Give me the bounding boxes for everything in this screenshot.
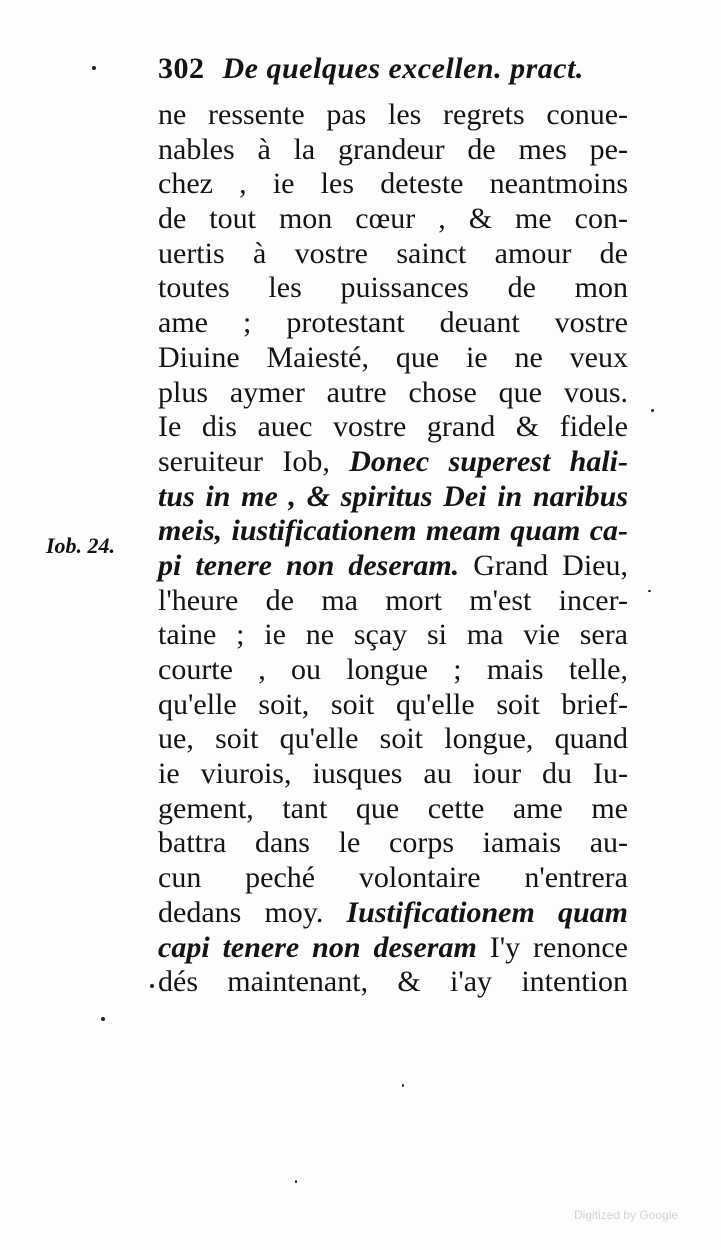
text-line: courte , ou longue ; mais telle,	[158, 653, 628, 686]
latin-quote: meis, iustificationem meam quam ca-	[158, 514, 628, 548]
scan-speck	[651, 409, 654, 412]
text-line: pi tenere non deseram. Grand Dieu,	[158, 548, 628, 582]
text-line: chez , ie les deteste neantmoins	[158, 167, 628, 201]
scan-speck	[402, 1084, 404, 1087]
text-line	[158, 514, 628, 549]
text-line: ame ; protestant deuant vostre	[158, 306, 628, 340]
text-line: gement, tant que cette ame me	[158, 791, 628, 825]
text-line: toutes les puissances de mon	[158, 271, 628, 305]
latin-quote: Iustificationem quam	[346, 895, 628, 929]
text-line: nables à la grandeur de mes pe-	[158, 132, 628, 166]
running-head	[158, 52, 584, 86]
scan-speck	[101, 1017, 105, 1021]
text-line: cun peché volontaire n'entrera	[158, 861, 628, 895]
text-line: ue, soit qu'elle soit longue, quand	[158, 722, 628, 756]
margin-note: Iob. 24.	[46, 533, 116, 558]
scan-speck	[648, 590, 651, 592]
text-line: plus aymer autre chose que vous.	[158, 375, 628, 409]
scan-speck	[150, 984, 154, 988]
running-title: De quelques excellen. pract.	[222, 52, 584, 85]
text-line: uertis à vostre sainct amour de	[158, 236, 628, 270]
scan-speck	[295, 1180, 297, 1183]
latin-quote: pi tenere non deseram.	[158, 548, 460, 582]
text-line	[158, 480, 628, 515]
text-line: taine ; ie ne sçay si ma vie sera	[158, 618, 628, 652]
text-line: Diuine Maiesté, que ie ne veux	[158, 340, 628, 374]
text-line: ie viurois, iusques au iour du Iu-	[158, 757, 628, 791]
page-number: 302	[158, 52, 205, 85]
text-line: dedans moy. Iustificationem quam	[158, 895, 628, 929]
body-text	[158, 98, 628, 1000]
text-line: dés maintenant, & i'ay intention	[158, 965, 628, 999]
text-line: de tout mon cœur , & me con-	[158, 202, 628, 236]
scan-speck	[92, 66, 96, 70]
text-line: qu'elle soit, soit qu'elle soit brief-	[158, 687, 628, 721]
latin-quote: Donec superest hali-	[349, 444, 629, 478]
text-line: ne ressente pas les regrets conue-	[158, 98, 628, 131]
watermark: Digitized by Google	[574, 1208, 679, 1222]
text-line: seruiteur Iob, Donec superest hali-	[158, 444, 629, 478]
latin-quote: capi tenere non deseram	[158, 930, 477, 964]
text-line: l'heure de ma mort m'est incer-	[158, 583, 628, 617]
text-line: Ie dis auec vostre grand & fidele	[158, 410, 628, 444]
text-line: capi tenere non deseram I'y renonce	[158, 930, 628, 964]
text-line: battra dans le corps iamais au-	[158, 826, 628, 860]
latin-quote: tus in me , & spiritus Dei in naribus	[158, 479, 628, 513]
